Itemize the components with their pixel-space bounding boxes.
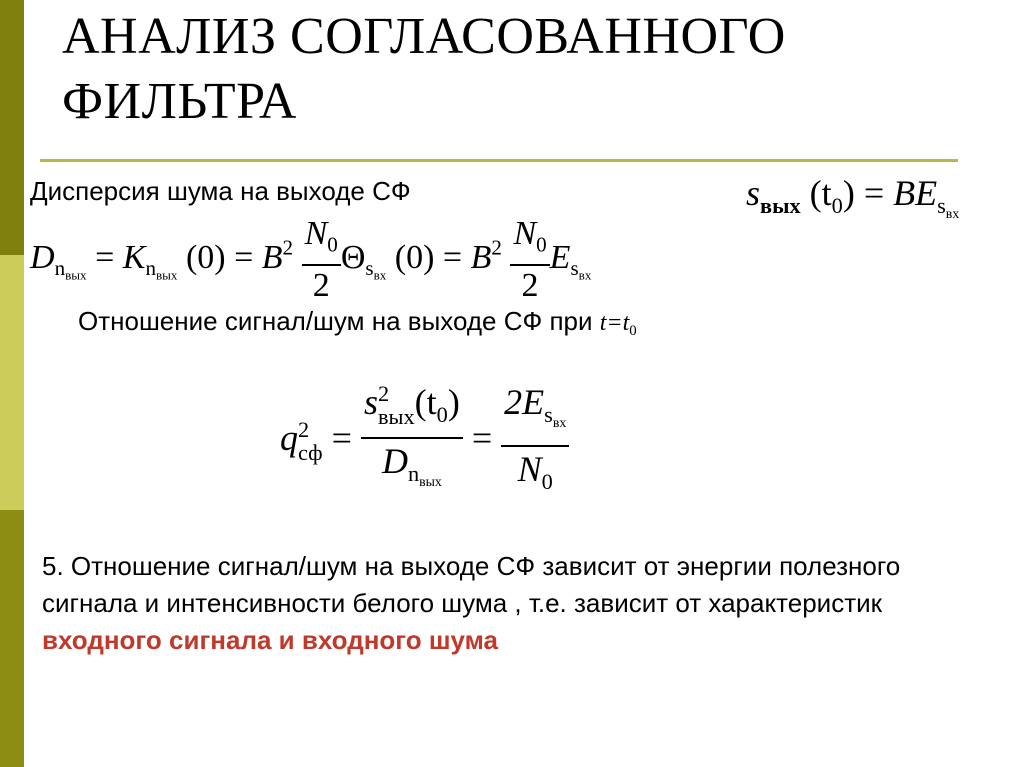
disp-frac1-n-sub: 0 <box>327 232 338 257</box>
disp-theta: Θ <box>340 238 366 276</box>
snr-num-arg-sub: 0 <box>436 401 448 427</box>
formula-arg-open: (t <box>809 173 832 213</box>
noise-dispersion-label: Дисперсия шума на выходе СФ <box>30 176 411 206</box>
snr-den-sub <box>407 460 442 489</box>
snr-num2: 2E <box>504 382 545 422</box>
disp-k-sub <box>145 256 178 283</box>
sidebar-segment-bottom <box>0 510 24 767</box>
conclusion-text: 5. Отношение сигнал/шум на выходе СФ зависит от энергии полезного сигнала и интенсивности белого шума , т.е. зависит от характеристик <box>42 551 901 618</box>
title-divider <box>40 159 958 162</box>
snr-condition-sub: 0 <box>629 323 637 340</box>
disp-frac2-num <box>510 214 549 264</box>
formula-be-sub-s: s <box>937 192 946 218</box>
formula-be-sub-vx: вх <box>945 205 960 221</box>
snr-label-text: Отношение сигнал/шум на выходе СФ при <box>78 306 600 336</box>
formula-s-sub: вых <box>760 192 801 218</box>
disp-e-sub <box>570 256 592 283</box>
formula-be: BE <box>893 173 938 213</box>
disp-e-sub-vx: вх <box>578 267 592 283</box>
disp-d: D <box>30 238 55 276</box>
disp-arg: (0) = <box>177 238 262 276</box>
disp-d-sub-n: n <box>54 256 66 281</box>
disp-eq1: = <box>86 238 123 276</box>
formula-arg-close: ) <box>842 173 855 213</box>
disp-b2-exp: 2 <box>491 235 502 260</box>
disp-frac2-den: 2 <box>510 264 549 306</box>
snr-q: q <box>280 417 298 458</box>
sidebar-segment-middle <box>0 255 24 510</box>
snr-frac1-den <box>361 437 463 504</box>
snr-num2-sub-vx: вх <box>552 414 567 430</box>
disp-e: E <box>549 238 571 276</box>
snr-frac1-num <box>361 380 463 437</box>
snr-num-scripts <box>378 383 415 428</box>
disp-k-sub-n: n <box>145 256 156 281</box>
formula-output-signal <box>746 172 959 222</box>
snr-num-s: s <box>363 382 378 422</box>
disp-frac1-den: 2 <box>302 264 341 306</box>
snr-num2-sub-s: s <box>544 401 553 427</box>
formula-snr <box>280 380 569 503</box>
formula-be-sub <box>937 192 960 221</box>
snr-den2-sub: 0 <box>541 468 553 494</box>
disp-fraction-2 <box>510 214 549 306</box>
disp-d-sub-vyx: вых <box>65 267 87 283</box>
formula-eq: = <box>854 173 894 213</box>
disp-frac2-n: N <box>513 215 537 252</box>
formula-dispersion <box>30 214 591 306</box>
formula-s: s <box>746 173 761 213</box>
disp-arg2: (0) = <box>386 238 471 276</box>
disp-k: K <box>122 238 146 276</box>
snr-q-scripts <box>298 419 323 464</box>
snr-num-arg-close: ) <box>447 382 460 422</box>
sidebar-segment-top <box>0 0 24 255</box>
conclusion-paragraph <box>42 548 1002 659</box>
disp-e-sub-s: s <box>570 256 579 281</box>
sidebar-accent <box>0 0 24 767</box>
disp-frac2-n-sub: 0 <box>536 232 547 257</box>
slide-title-line1: АНАЛИЗ СОГЛАСОВАННОГО <box>62 8 786 65</box>
snr-num-arg: (t <box>414 382 437 422</box>
disp-b-exp: 2 <box>282 235 294 260</box>
formula-arg <box>809 173 855 218</box>
snr-frac2-den <box>501 445 569 504</box>
disp-b2: B <box>470 238 492 276</box>
slide-title-line2: ФИЛЬТРА <box>62 73 297 130</box>
snr-condition <box>599 310 637 340</box>
snr-q-exp: 2 <box>298 417 310 443</box>
conclusion-highlight: входного сигнала и входного шума <box>42 625 499 655</box>
snr-num-sub: вых <box>377 403 415 429</box>
disp-frac1-n: N <box>304 215 328 252</box>
snr-fraction-1 <box>361 380 463 503</box>
disp-theta-sub-s: s <box>365 256 374 281</box>
disp-k-sub-vyx: вых <box>155 267 178 283</box>
snr-frac2-num <box>501 380 569 445</box>
snr-den-sub-n: n <box>407 460 420 486</box>
slide-title <box>62 4 786 134</box>
snr-den-sub-vyx: вых <box>419 473 442 489</box>
snr-den2-n: N <box>517 448 542 489</box>
disp-fraction-1 <box>302 214 341 306</box>
snr-q-sub: сф <box>298 439 323 465</box>
disp-d-sub <box>54 256 87 283</box>
disp-theta-sub <box>365 256 387 283</box>
disp-frac1-num <box>302 214 341 264</box>
snr-num-exp: 2 <box>377 381 390 407</box>
snr-eq2: = <box>462 417 502 458</box>
disp-theta-sub-vx: вх <box>373 267 387 283</box>
snr-condition-t: t=t <box>599 310 630 336</box>
snr-label <box>78 306 637 340</box>
formula-arg-sub: 0 <box>831 192 843 218</box>
snr-eq1: = <box>322 417 361 458</box>
snr-den-d: D <box>381 440 408 481</box>
snr-fraction-2 <box>501 380 569 503</box>
disp-b: B <box>261 238 283 276</box>
snr-num2-sub <box>544 401 567 430</box>
